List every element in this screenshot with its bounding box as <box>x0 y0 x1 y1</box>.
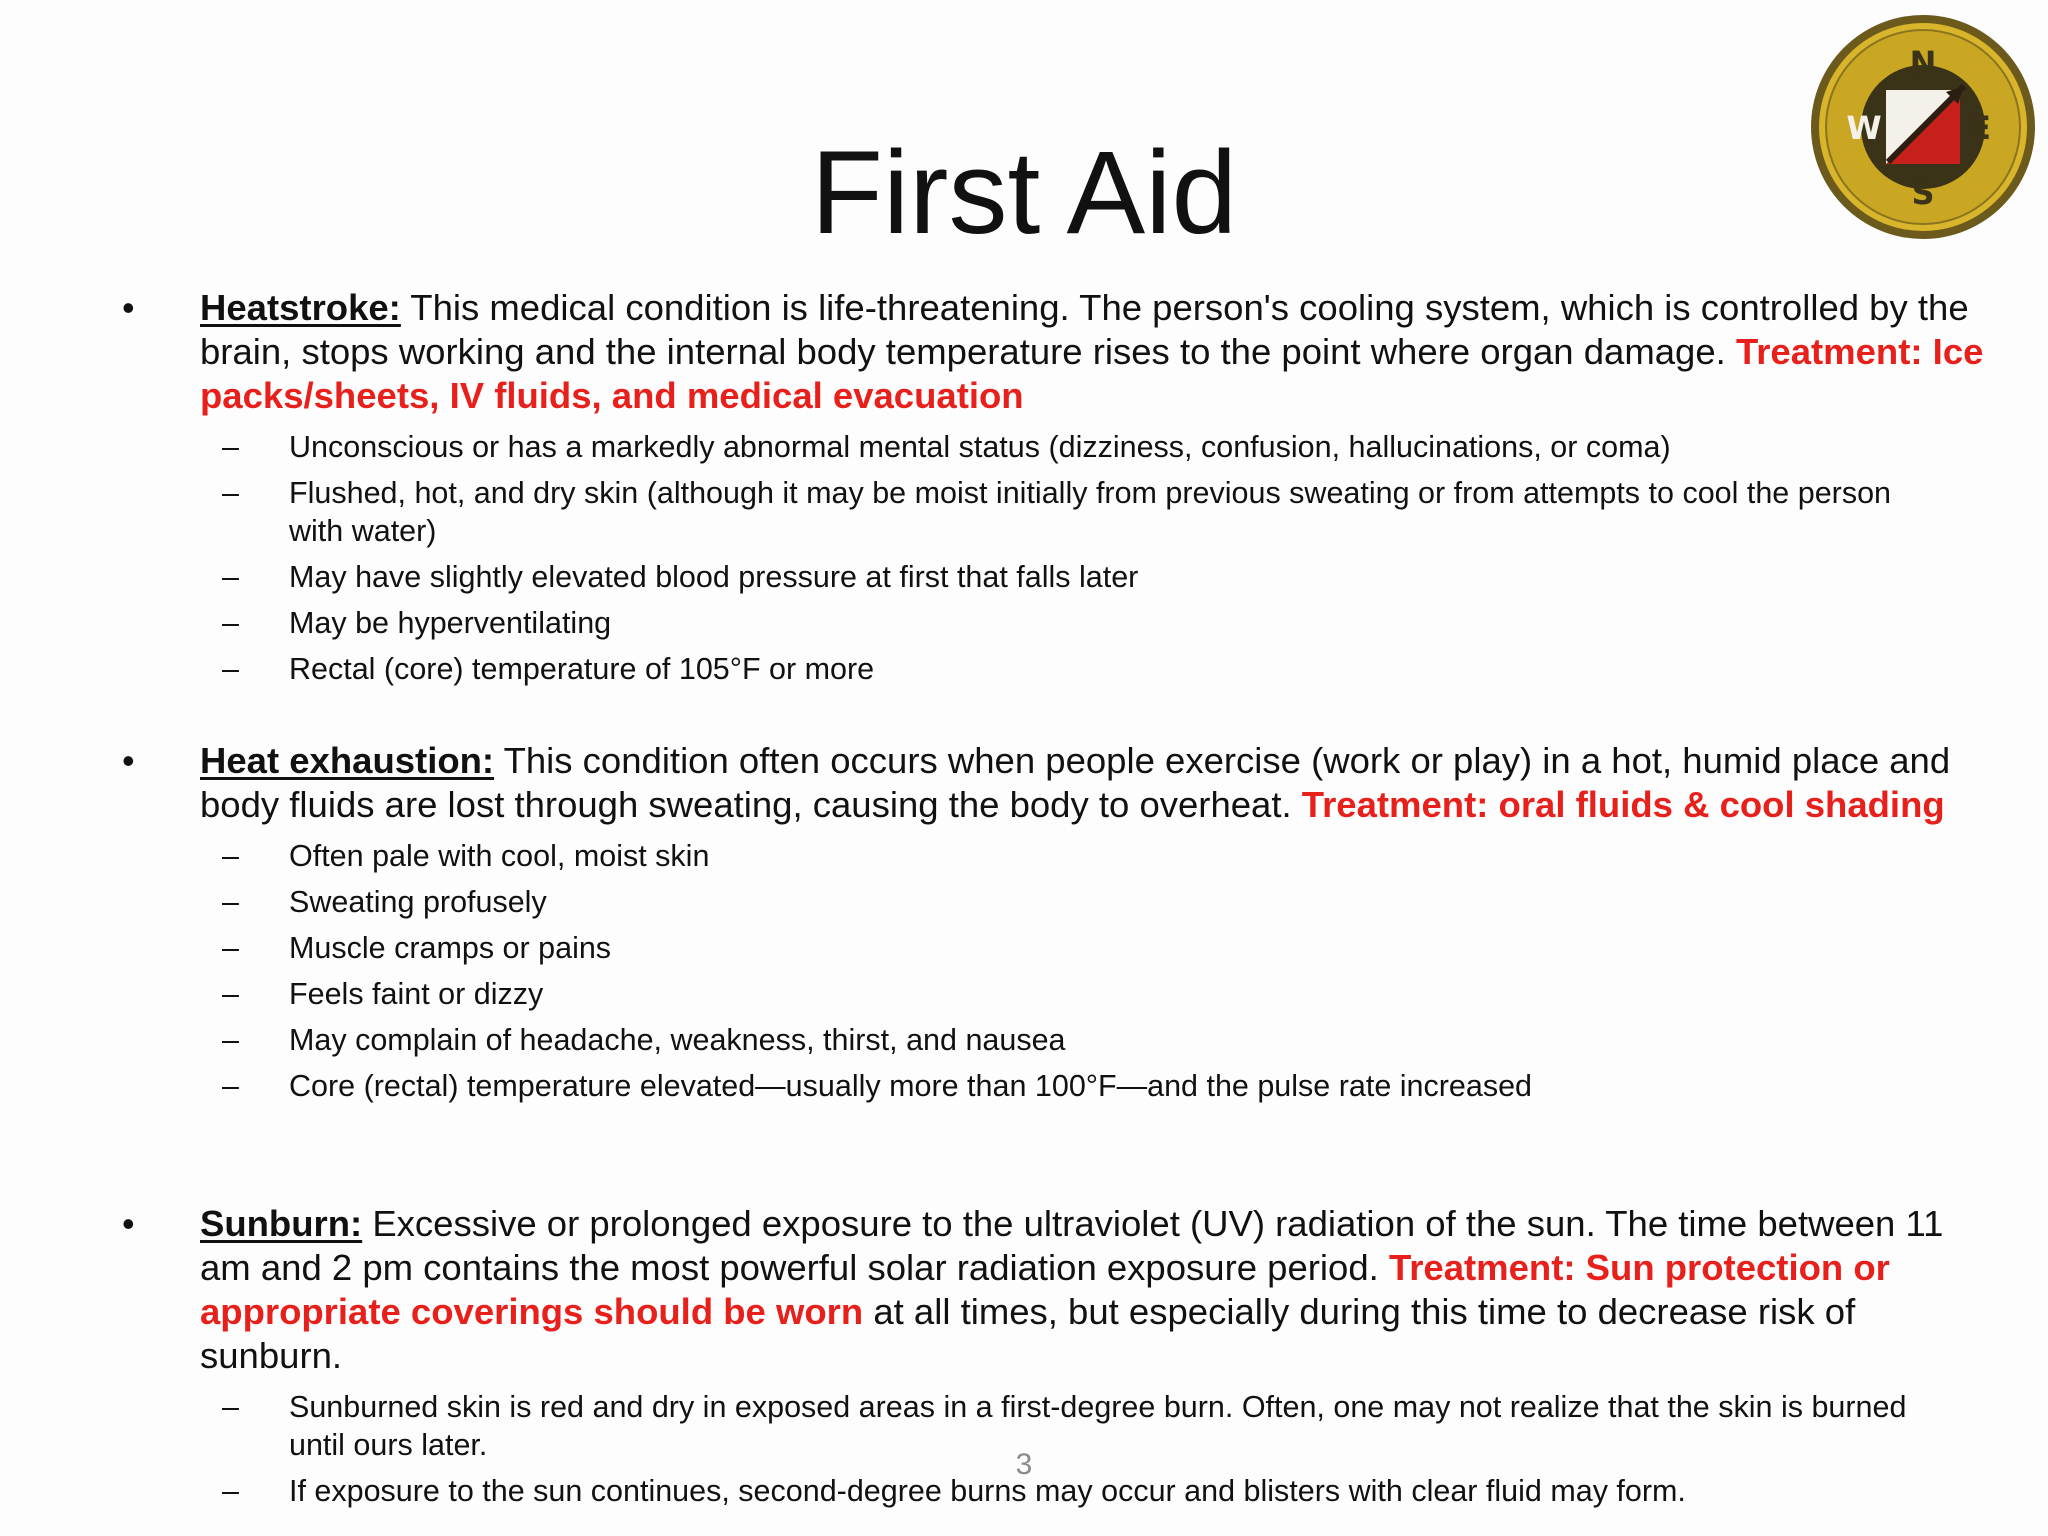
list-item-text: Feels faint or dizzy <box>289 977 544 1011</box>
badge-letter-w: W <box>1846 109 1882 147</box>
list-item-text: Unconscious or has a markedly abnormal mental status (dizziness, confusion, hallucinations, or coma) <box>289 430 1671 464</box>
bullet-icon: • <box>122 287 135 328</box>
list-item <box>0 474 2048 550</box>
list-item <box>0 604 2048 642</box>
list-item-text: Core (rectal) temperature elevated—usually more than 100°F—and the pulse rate increased <box>289 1069 1533 1103</box>
page-number: 3 <box>1015 1448 1033 1481</box>
badge-letter-s: S <box>1911 174 1935 212</box>
list-item <box>0 1021 2048 1059</box>
list-item <box>0 929 2048 967</box>
list-item <box>0 975 2048 1013</box>
dash-icon: – <box>222 931 239 965</box>
section-heat-exhaustion <box>0 739 2048 1113</box>
list-item-text: May complain of headache, weakness, thirst, and nausea <box>289 1023 1066 1057</box>
slide-title: First Aid <box>810 127 1238 259</box>
section-heatstroke <box>0 286 2048 696</box>
section-text-continued: at all times, but especially during this time to decrease risk of sunburn. <box>200 1291 1856 1376</box>
list-item <box>0 428 2048 466</box>
dash-icon: – <box>222 606 239 640</box>
section-text: Excessive or prolonged exposure to the ultraviolet (UV) radiation of the sun. The time between 11 am and 2 pm contains the most powerful solar radiation exposure period. <box>200 1203 1944 1288</box>
dash-icon: – <box>222 652 239 686</box>
symptom-list <box>0 837 2048 1105</box>
list-item-text: May be hyperventilating <box>289 606 612 640</box>
section-text: This medical condition is life-threatening. The person's cooling system, which is controlled by the brain, stops working and the internal body temperature rises to the point where organ damage. <box>200 287 1969 372</box>
section-paragraph <box>0 1202 2048 1378</box>
list-item <box>0 837 2048 875</box>
dash-icon: – <box>222 1390 239 1424</box>
section-paragraph <box>0 286 2048 418</box>
section-text: This condition often occurs when people exercise (work or play) in a hot, humid place and body fluids are lost through sweating, causing the body to overheat. <box>200 740 1951 825</box>
list-item <box>0 883 2048 921</box>
dash-icon: – <box>222 977 239 1011</box>
symptom-list <box>0 428 2048 688</box>
list-item-text: Rectal (core) temperature of 105°F or more <box>289 652 875 686</box>
list-item-text: Sweating profusely <box>289 885 547 919</box>
section-term: Heat exhaustion: <box>200 740 495 781</box>
section-term: Sunburn: <box>200 1203 363 1244</box>
list-item-text: Often pale with cool, moist skin <box>289 839 710 873</box>
dash-icon: – <box>222 1069 239 1103</box>
treatment-text: Treatment: Sun protection or appropriate coverings should be worn <box>200 1247 1890 1332</box>
list-item-text: May have slightly elevated blood pressure at first that falls later <box>289 560 1139 594</box>
dash-icon: – <box>222 885 239 919</box>
treatment-text: Treatment: oral fluids & cool shading <box>1301 784 1945 825</box>
bullet-icon: • <box>122 1203 135 1244</box>
dash-icon: – <box>222 430 239 464</box>
dash-icon: – <box>222 476 239 510</box>
badge-letter-n: N <box>1909 44 1937 82</box>
dash-icon: – <box>222 1023 239 1057</box>
list-item <box>0 558 2048 596</box>
bullet-icon: • <box>122 740 135 781</box>
list-item <box>0 1067 2048 1105</box>
dash-icon: – <box>222 839 239 873</box>
section-term: Heatstroke: <box>200 287 401 328</box>
badge-letter-e: E <box>1969 109 1991 147</box>
dash-icon: – <box>222 560 239 594</box>
dash-icon: – <box>222 1474 239 1508</box>
section-paragraph <box>0 739 2048 827</box>
compass-badge-icon <box>1808 12 2038 242</box>
list-item-text: Sunburned skin is red and dry in exposed areas in a first-degree burn. Often, one may not realize that the skin is burned until ours later. <box>289 1390 1907 1462</box>
list-item-text: Flushed, hot, and dry skin (although it may be moist initially from previous sweating or from attempts to cool the person with water) <box>289 476 1891 548</box>
treatment-text: Treatment: Ice packs/sheets, IV fluids, and medical evacuation <box>200 331 1984 416</box>
list-item <box>0 650 2048 688</box>
list-item-text: If exposure to the sun continues, second-degree burns may occur and blisters with clear fluid may form. <box>289 1474 1686 1508</box>
list-item-text: Muscle cramps or pains <box>289 931 612 965</box>
